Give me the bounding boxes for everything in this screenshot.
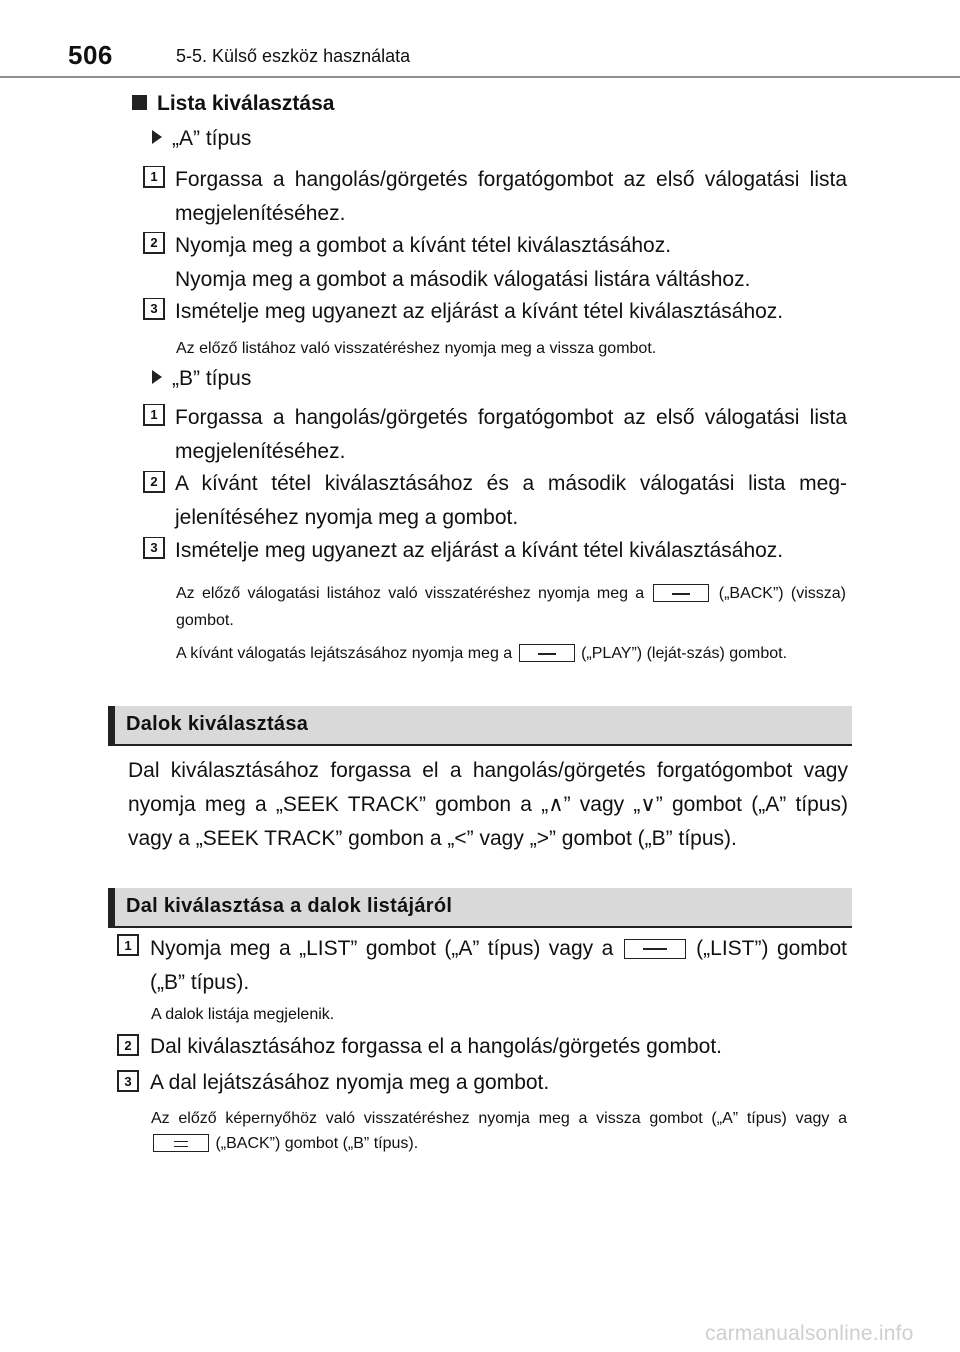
step-number-badge: 2 xyxy=(117,1034,139,1056)
list-selection-heading: Lista kiválasztása xyxy=(132,92,334,116)
type-a-label: „A” típus xyxy=(152,127,251,151)
type-a-step-3: Ismételje meg ugyanezt az eljárást a kívánt tétel kiválasztásához. xyxy=(175,300,784,323)
step-number-badge: 1 xyxy=(143,166,165,188)
square-bullet-icon xyxy=(132,95,147,110)
step-number-badge: 3 xyxy=(143,537,165,559)
back-button-icon xyxy=(653,584,709,602)
type-b-step-3: Ismételje meg ugyanezt az eljárást a kívánt tétel kiválasztásához. xyxy=(175,539,784,562)
song-selection-text: Dal kiválasztásához forgassa el a hangolás/görgetés forgatógombot vagy nyomja meg a „SEEK TRACK” gombon a „∧” vagy „∨” gombot („A” típus) vagy a „SEEK TRACK” gombon a „<” vagy „>” gombot („B” típus). xyxy=(128,759,848,850)
play-button-icon xyxy=(519,644,575,662)
triangle-bullet-icon xyxy=(152,130,162,144)
section-bar-song-list xyxy=(108,888,852,926)
section-bar-song-selection xyxy=(108,706,852,744)
type-a-note: Az előző listához való visszatéréshez nyomja meg a vissza gombot. xyxy=(176,340,657,357)
page-header xyxy=(0,0,960,80)
step-number-badge: 3 xyxy=(117,1070,139,1092)
watermark: carmanualsonline.info xyxy=(705,1322,914,1345)
list-button-icon xyxy=(624,939,686,959)
step-number-badge: 1 xyxy=(117,934,139,956)
section-title: Dal kiválasztása a dalok listájáról xyxy=(126,895,453,917)
back-button-icon xyxy=(153,1134,209,1152)
triangle-bullet-icon xyxy=(152,370,162,384)
type-b-step-1: Forgassa a hangolás/görgetés forgatógombot az első válogatási lista megjelenítéséhez. xyxy=(175,406,847,463)
song-list-step-2: Dal kiválasztásához forgassa el a hangolás/görgetés gombot. xyxy=(150,1035,723,1058)
step-number-badge: 2 xyxy=(143,471,165,493)
type-b-step-2: A kívánt tétel kiválasztásához és a második válogatási lista meg-jelenítéséhez nyomja meg a gombot. xyxy=(175,472,847,529)
step-number-badge: 1 xyxy=(143,404,165,426)
song-list-note-1: A dalok listája megjelenik. xyxy=(151,1006,335,1023)
type-b-note-play: A kívánt válogatás lejátszásához nyomja meg a („PLAY”) (leját-szás) gombot. xyxy=(176,645,788,662)
header-rule xyxy=(0,76,960,78)
step-number-badge: 2 xyxy=(143,232,165,254)
type-a-step-2: Nyomja meg a gombot a kívánt tétel kiválasztásához. Nyomja meg a gombot a második válogatási listára váltáshoz. xyxy=(175,234,751,291)
type-b-label: „B” típus xyxy=(152,367,251,391)
step-number-badge: 3 xyxy=(143,298,165,320)
song-list-step-3: A dal lejátszásához nyomja meg a gombot. xyxy=(150,1071,550,1094)
song-list-note-3: Az előző képernyőhöz való visszatéréshez nyomja meg a vissza gombot („A” típus) vagy a („BACK”) gombot („B” típus). xyxy=(151,1110,847,1152)
type-b-note-back: Az előző válogatási listához való visszatéréshez nyomja meg a („BACK”) (vissza) gombot. xyxy=(176,585,846,629)
song-list-step-1: Nyomja meg a „LIST” gombot („A” típus) vagy a („LIST”) gombot („B” típus). xyxy=(150,937,847,994)
chapter-title: 5-5. Külső eszköz használata xyxy=(176,46,411,66)
page-number: 506 xyxy=(68,40,113,70)
section-title: Dalok kiválasztása xyxy=(126,713,309,735)
type-a-step-1: Forgassa a hangolás/görgetés forgatógombot az első válogatási lista megjelenítéséhez. xyxy=(175,168,847,225)
